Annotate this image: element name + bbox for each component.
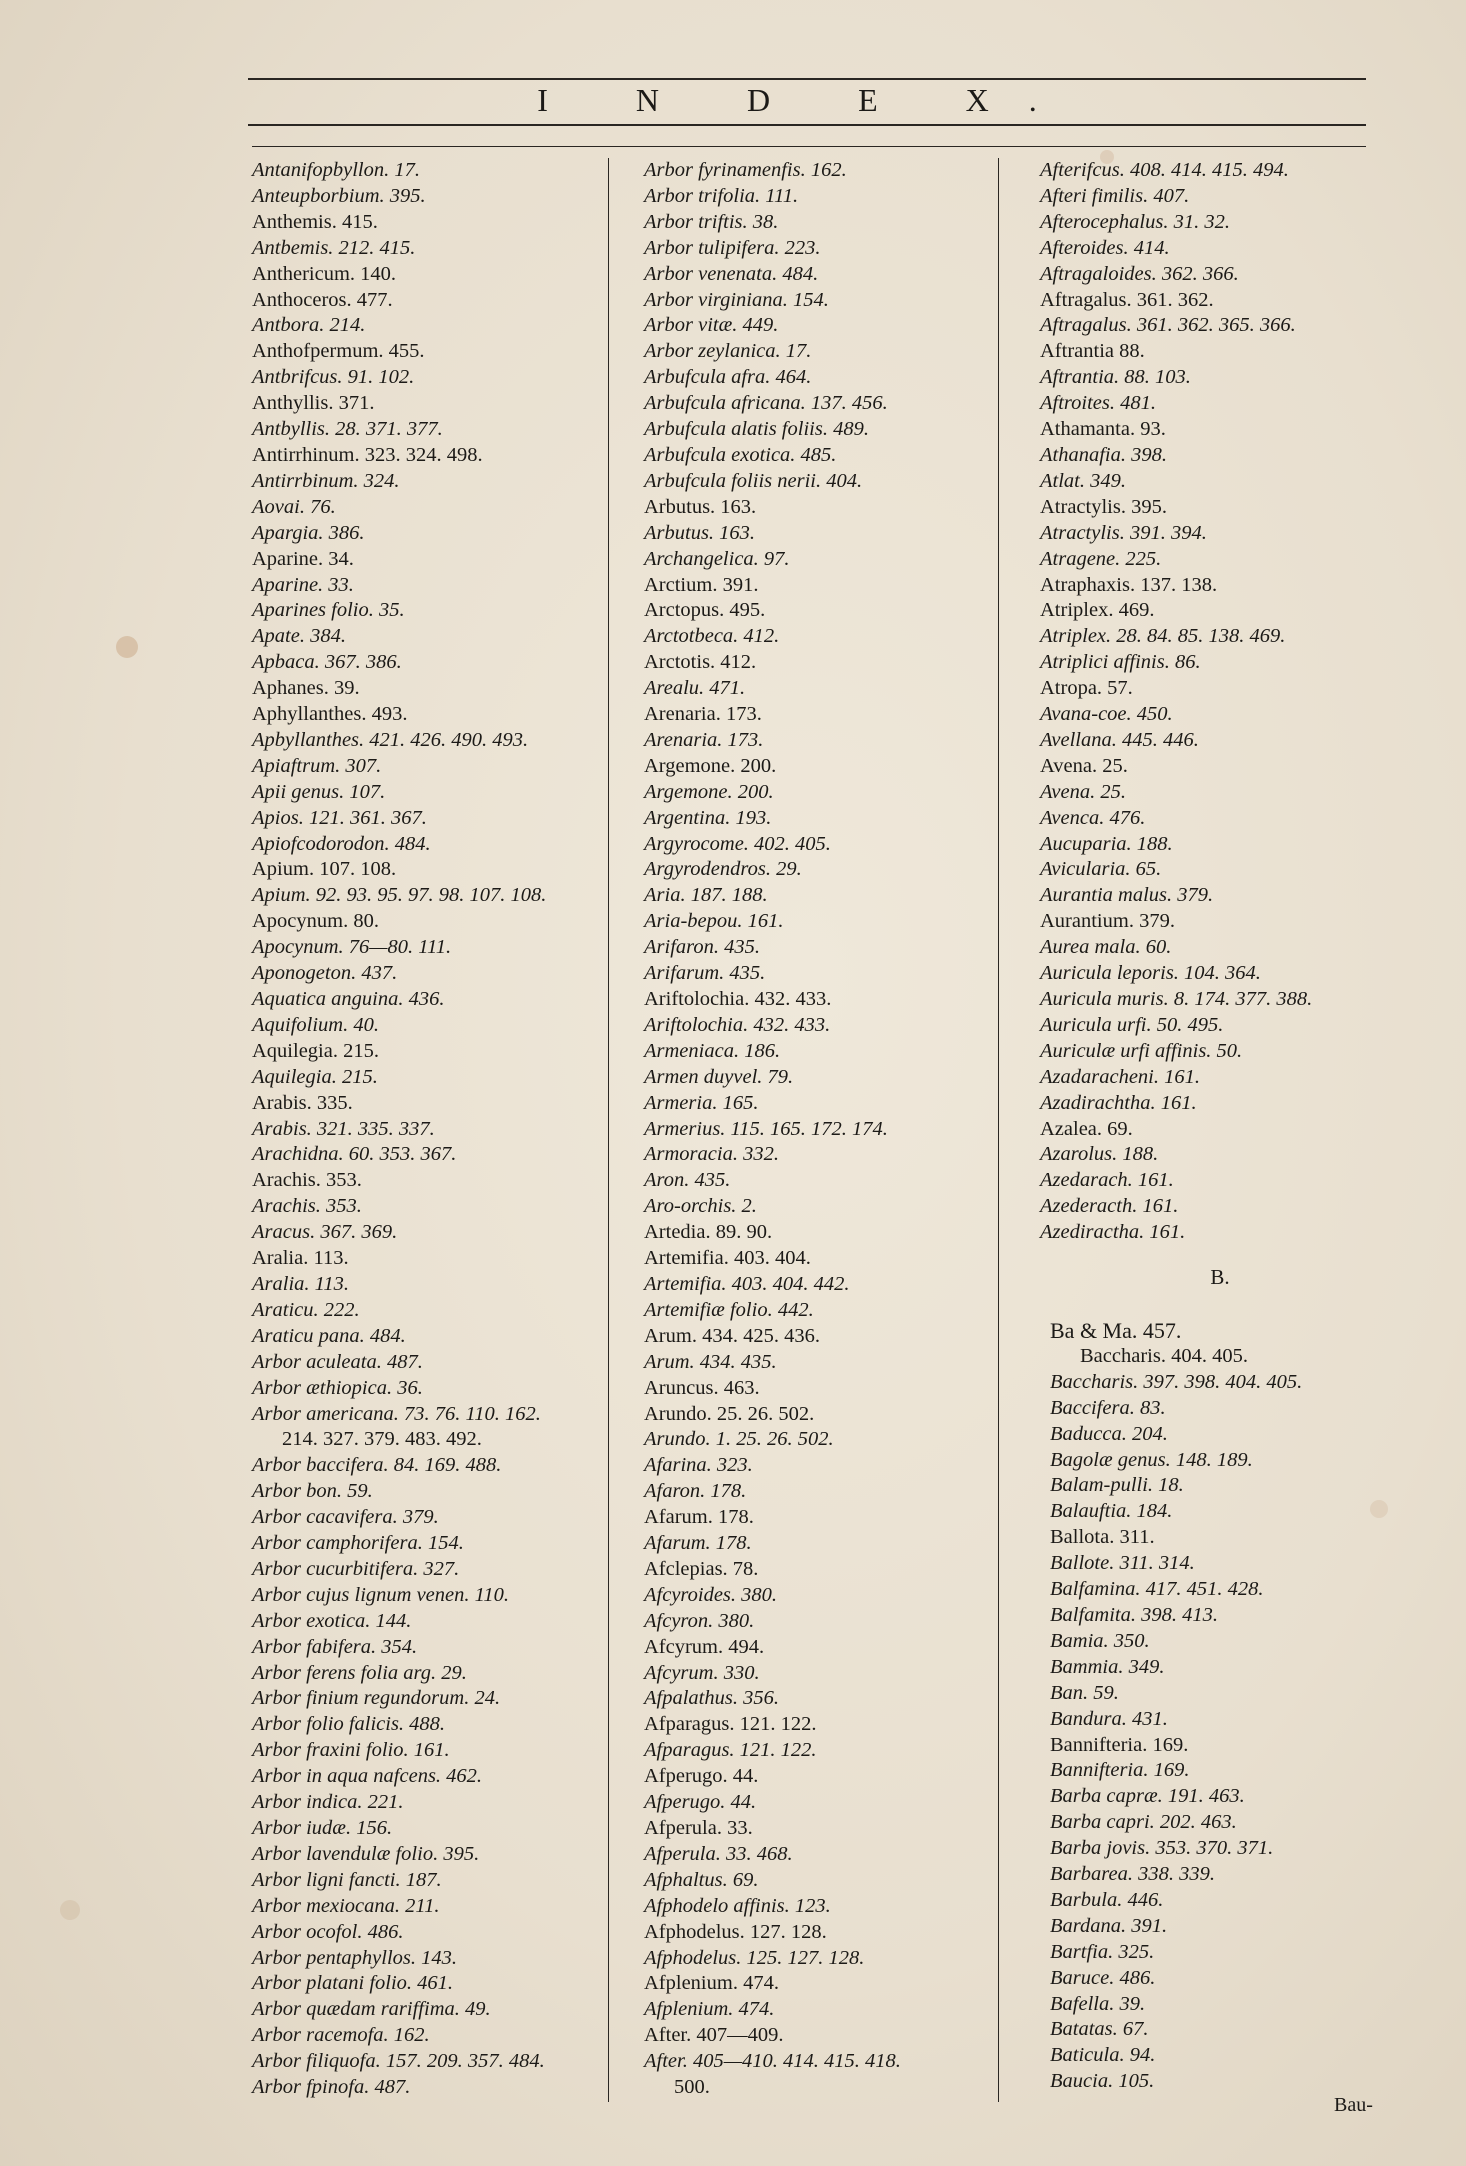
index-entry: Afarina. 323.: [644, 1454, 753, 1477]
index-entry: Arbor cujus lignum venen. 110.: [252, 1583, 509, 1606]
index-entry: Arabis. 335.: [252, 1091, 353, 1114]
index-entry: Armeria. 165.: [644, 1091, 759, 1114]
index-entry: Apium. 92. 93. 95. 97. 98. 107. 108.: [252, 884, 547, 907]
index-entry: Arbor ferens folia arg. 29.: [252, 1661, 467, 1684]
index-entry: Afteroides. 414.: [1040, 236, 1170, 259]
index-entry: Arbor aculeata. 487.: [252, 1350, 423, 1373]
index-entry: Atropa. 57.: [1040, 677, 1133, 700]
index-entry: Aquifolium. 40.: [252, 1013, 379, 1036]
index-entry: Arbor venenata. 484.: [644, 262, 819, 285]
index-entry: Arachis. 353.: [252, 1195, 362, 1218]
index-entry: Afphodelus. 127. 128.: [644, 1920, 827, 1943]
index-entry: Arabis. 321. 335. 337.: [252, 1117, 435, 1140]
index-entry: Arbor vitæ. 449.: [644, 314, 779, 337]
header-rule-middle: [248, 124, 1366, 126]
index-entry: Arbor fpinofa. 487.: [252, 2076, 411, 2099]
index-entry: Aftragalus. 361. 362. 365. 366.: [1040, 314, 1296, 337]
index-entry: Afperugo. 44.: [644, 1791, 757, 1814]
index-entry: Auricula leporis. 104. 364.: [1040, 962, 1261, 985]
index-entry: Argyrodendros. 29.: [644, 858, 802, 881]
index-entry: Aphanes. 39.: [252, 677, 360, 700]
index-entry: Aralia. 113.: [252, 1247, 349, 1270]
index-entry: Atractylis. 395.: [1040, 495, 1167, 518]
index-entry: Aquilegia. 215.: [252, 1065, 378, 1088]
index-entry: Armen duyvel. 79.: [644, 1065, 794, 1088]
index-entry: Avellana. 445. 446.: [1040, 728, 1199, 751]
index-entry: Arenaria. 173.: [644, 703, 762, 726]
index-entry: Arbor americana. 73. 76. 110. 162.: [252, 1402, 541, 1425]
index-entry: Azediractha. 161.: [1040, 1221, 1186, 1244]
index-entry: Arbor baccifera. 84. 169. 488.: [252, 1454, 502, 1477]
index-entry: Araticu pana. 484.: [252, 1324, 406, 1347]
index-entry: Baticula. 94.: [1050, 2044, 1156, 2067]
index-entry: Arctotbeca. 412.: [644, 625, 780, 648]
column-divider: [608, 158, 609, 2102]
index-entry: Arctotis. 412.: [644, 651, 757, 674]
index-entry: Aralia. 113.: [252, 1272, 349, 1295]
index-entry: Baccharis. 397. 398. 404. 405.: [1050, 1370, 1303, 1393]
index-entry: Arbor quædam rariffima. 49.: [252, 1998, 491, 2021]
index-entry: Bannifteria. 169.: [1050, 1759, 1190, 1782]
index-entry: 500.: [674, 2076, 710, 2099]
index-entry: Arum. 434. 435.: [644, 1350, 777, 1373]
index-entry: Atlat. 349.: [1040, 469, 1126, 492]
index-entry: Apate. 384.: [252, 625, 346, 648]
index-entry: Anthericum. 140.: [252, 262, 397, 285]
index-entry: Arbor racemofa. 162.: [252, 2024, 430, 2047]
index-entry: Azederacth. 161.: [1040, 1195, 1179, 1218]
index-entry: Arbutus. 163.: [644, 521, 756, 544]
index-entry: Avana-coe. 450.: [1040, 703, 1173, 726]
index-entry: Afplenium. 474.: [644, 1972, 779, 1995]
index-entry: Aovai. 76.: [252, 495, 336, 518]
index-entry: Arbor virginiana. 154.: [644, 288, 829, 311]
index-entry: Aria. 187. 188.: [644, 884, 768, 907]
index-entry: Arbufcula foliis nerii. 404.: [644, 469, 863, 492]
index-entry: Apbaca. 367. 386.: [252, 651, 402, 674]
index-entry: Aquatica anguina. 436.: [252, 988, 445, 1010]
index-entry: Afperula. 33.: [644, 1817, 753, 1839]
index-entry: Azarolus. 188.: [1040, 1143, 1159, 1166]
index-entry: Arbor fabifera. 354.: [252, 1635, 418, 1658]
index-entry: Afphodelo affinis. 123.: [644, 1894, 831, 1917]
header-rule-bottom: [252, 146, 1366, 147]
index-entry: Afclepias. 78.: [644, 1557, 759, 1580]
index-entry: Arbor tulipifera. 223.: [644, 236, 821, 259]
index-entry: Afterifcus. 408. 414. 415. 494.: [1040, 159, 1289, 181]
index-entry: Baucia. 105.: [1050, 2070, 1155, 2093]
index-entry: Aparine. 34.: [252, 547, 354, 570]
index-entry: Arbor triftis. 38.: [644, 210, 779, 233]
index-entry: Arbufcula africana. 137. 456.: [644, 392, 888, 415]
index-entry: Apiaftrum. 307.: [252, 754, 382, 777]
index-entry: Bammia. 349.: [1050, 1655, 1165, 1678]
index-entry: Arbor ligni fancti. 187.: [252, 1868, 442, 1891]
index-entry: Arbor folio falicis. 488.: [252, 1713, 446, 1736]
index-entry: Anteupborbium. 395.: [252, 184, 426, 207]
index-entry: Argemone. 200.: [644, 780, 774, 803]
index-column-2: [644, 158, 984, 2101]
index-entry: Aftragaloides. 362. 366.: [1040, 262, 1239, 285]
index-entry: Baccifera. 83.: [1050, 1396, 1166, 1419]
column-divider: [998, 158, 999, 2102]
index-entry: Batatas. 67.: [1050, 2018, 1149, 2041]
index-entry: Afarum. 178.: [644, 1506, 754, 1529]
index-entry: Antanifopbyllon. 17.: [252, 159, 420, 181]
index-entry: Armerius. 115. 165. 172. 174.: [644, 1117, 888, 1140]
index-entry: Athamanta. 93.: [1040, 418, 1166, 441]
index-entry: Arbor exotica. 144.: [252, 1609, 412, 1632]
index-entry: Aquilegia. 215.: [252, 1039, 379, 1062]
index-entry: Aurantium. 379.: [1040, 910, 1175, 933]
index-entry: Balfamina. 417. 451. 428.: [1050, 1578, 1264, 1601]
index-entry: Auricula muris. 8. 174. 377. 388.: [1040, 988, 1313, 1010]
index-entry: Anthemis. 415.: [252, 210, 378, 233]
index-entry: Ba & Ma. 457.: [1050, 1318, 1182, 1343]
index-entry: Afarum. 178.: [644, 1532, 752, 1555]
index-entry: Azadirachtha. 161.: [1040, 1091, 1197, 1114]
index-entry: Archangelica. 97.: [644, 547, 790, 570]
index-entry: Arbutus. 163.: [644, 495, 757, 518]
index-entry: Ban. 59.: [1050, 1681, 1119, 1704]
index-entry: Aruncus. 463.: [644, 1376, 760, 1399]
index-entry: Apios. 121. 361. 367.: [252, 806, 427, 829]
index-entry: After. 407—409.: [644, 2024, 784, 2047]
index-entry: Arbor platani folio. 461.: [252, 1972, 454, 1995]
index-entry: Bartfia. 325.: [1050, 1940, 1155, 1963]
index-entry: Bardana. 391.: [1050, 1914, 1168, 1937]
index-entry: Afperugo. 44.: [644, 1765, 759, 1788]
index-entry: Aracus. 367. 369.: [252, 1221, 398, 1244]
index-entry: Arum. 434. 425. 436.: [644, 1324, 820, 1347]
index-entry: Argyrocome. 402. 405.: [644, 832, 831, 855]
index-entry: Apocynum. 76—80. 111.: [252, 936, 452, 959]
index-entry: Barbarea. 338. 339.: [1050, 1863, 1215, 1886]
index-entry: Arbor æthiopica. 36.: [252, 1376, 423, 1399]
index-entry: Apocynum. 80.: [252, 910, 379, 933]
index-entry: Arbor fyrinamenfis. 162.: [644, 159, 847, 181]
index-entry: Balam-pulli. 18.: [1050, 1474, 1184, 1497]
index-entry: Argemone. 200.: [644, 754, 777, 777]
index-entry: Arbor fraxini folio. 161.: [252, 1739, 450, 1762]
foxing-spot: [60, 1900, 80, 1920]
index-entry: Azalea. 69.: [1040, 1117, 1133, 1140]
index-entry: Atriplex. 28. 84. 85. 138. 469.: [1040, 625, 1286, 648]
index-entry: Arifaron. 435.: [644, 936, 760, 959]
index-entry: Arachis. 353.: [252, 1169, 362, 1192]
index-entry: Afterocephalus. 31. 32.: [1040, 210, 1230, 233]
index-entry: Aurantia malus. 379.: [1040, 884, 1214, 907]
index-entry: Afparagus. 121. 122.: [644, 1713, 817, 1736]
index-entry: Bandura. 431.: [1050, 1707, 1168, 1730]
index-entry: Artedia. 89. 90.: [644, 1221, 773, 1244]
page-title: I N D E X.: [537, 82, 1077, 118]
index-entry: Apium. 107. 108.: [252, 858, 397, 881]
index-entry: 214. 327. 379. 483. 492.: [282, 1428, 482, 1451]
index-entry: Avena. 25.: [1040, 754, 1128, 777]
index-entry: Arbor ocofol. 486.: [252, 1920, 404, 1943]
index-entry: Apbyllanthes. 421. 426. 490. 493.: [252, 728, 529, 751]
index-entry: Antbyllis. 28. 371. 377.: [252, 418, 443, 441]
index-entry: Armeniaca. 186.: [644, 1039, 781, 1062]
catchword: Bau-: [1334, 2094, 1373, 2116]
index-entry: Aurea mala. 60.: [1040, 936, 1172, 959]
index-entry: Afcyron. 380.: [644, 1609, 755, 1632]
index-entry: Afcyrum. 494.: [644, 1635, 765, 1658]
index-entry: Afperula. 33. 468.: [644, 1842, 793, 1865]
index-entry: Atraphaxis. 137. 138.: [1040, 573, 1218, 596]
index-entry: Balauftia. 184.: [1050, 1500, 1173, 1523]
index-entry: Antirrbinum. 324.: [252, 469, 400, 492]
index-entry: Arbor finium regundorum. 24.: [252, 1687, 501, 1710]
index-entry: Atriplici affinis. 86.: [1040, 651, 1201, 674]
index-entry: Barba capri. 202. 463.: [1050, 1811, 1237, 1834]
index-entry: Araticu. 222.: [252, 1298, 360, 1321]
index-entry: Arbor zeylanica. 17.: [644, 340, 812, 363]
index-entry: Artemifia. 403. 404.: [644, 1247, 811, 1270]
index-entry: Atractylis. 391. 394.: [1040, 521, 1207, 544]
index-entry: Athanafia. 398.: [1040, 443, 1167, 466]
index-entry: Baducca. 204.: [1050, 1422, 1168, 1445]
index-entry: Aparine. 33.: [252, 573, 354, 596]
index-entry: Atriplex. 469.: [1040, 599, 1155, 622]
index-entry: Ariftolochia. 432. 433.: [644, 1013, 831, 1036]
index-entry: Bamia. 350.: [1050, 1629, 1150, 1652]
index-entry: Antbemis. 212. 415.: [252, 236, 416, 259]
index-entry: Arbor bon. 59.: [252, 1480, 373, 1503]
index-entry: Arenaria. 173.: [644, 728, 764, 751]
index-entry: Arbufcula exotica. 485.: [644, 443, 837, 466]
index-column-1: [252, 158, 592, 2101]
index-entry: Barbula. 446.: [1050, 1888, 1164, 1911]
index-entry: Afaron. 178.: [644, 1480, 747, 1503]
index-entry: Afplenium. 474.: [644, 1998, 775, 2021]
index-entry: Aparines folio. 35.: [252, 599, 405, 622]
index-entry: Ballota. 311.: [1050, 1526, 1155, 1549]
index-entry: Azadaracheni. 161.: [1040, 1065, 1200, 1088]
section-letter-heading: B.: [1210, 1265, 1230, 1289]
index-entry: Arbor cucurbitifera. 327.: [252, 1557, 460, 1580]
index-entry: Atragene. 225.: [1040, 547, 1162, 570]
index-entry: Baruce. 486.: [1050, 1966, 1156, 1989]
index-entry: Aro-orchis. 2.: [644, 1195, 757, 1218]
index-entry: Ariftolochia. 432. 433.: [644, 988, 832, 1010]
index-entry: Anthofpermum. 455.: [252, 340, 425, 363]
index-entry: Arbor cacavifera. 379.: [252, 1506, 439, 1529]
index-entry: Afcyrum. 330.: [644, 1661, 760, 1684]
index-entry: Aftrantia. 88. 103.: [1040, 366, 1191, 389]
index-entry: Avicularia. 65.: [1040, 858, 1162, 881]
index-entry: Aron. 435.: [644, 1169, 731, 1192]
index-entry: Arbor iudæ. 156.: [252, 1817, 393, 1839]
index-entry: Aftroites. 481.: [1040, 392, 1156, 415]
index-entry: Afcyroides. 380.: [644, 1583, 778, 1606]
index-entry: Anthoceros. 477.: [252, 288, 393, 311]
index-entry: Ballote. 311. 314.: [1050, 1552, 1195, 1575]
index-entry: Aria-bepou. 161.: [644, 910, 784, 933]
index-entry: Afteri fimilis. 407.: [1040, 184, 1190, 207]
index-entry: Bafella. 39.: [1050, 1992, 1146, 2015]
index-entry: Arbor lavendulæ folio. 395.: [252, 1842, 480, 1865]
index-entry: Arbor trifolia. 111.: [644, 184, 799, 207]
index-entry: Antbora. 214.: [252, 314, 366, 337]
index-entry: Arbufcula afra. 464.: [644, 366, 812, 389]
index-entry: Azedarach. 161.: [1040, 1169, 1174, 1192]
index-entry: Antbrifcus. 91. 102.: [252, 366, 415, 389]
index-entry: Barba capræ. 191. 463.: [1050, 1785, 1245, 1808]
index-entry: Arundo. 25. 26. 502.: [644, 1402, 815, 1425]
index-entry: Arctopus. 495.: [644, 599, 766, 622]
index-column-3: [1040, 158, 1380, 1246]
index-entry: Arundo. 1. 25. 26. 502.: [644, 1428, 834, 1451]
index-entry: Avena. 25.: [1040, 780, 1126, 803]
index-entry: Avenca. 476.: [1040, 806, 1146, 829]
index-entry: Balfamita. 398. 413.: [1050, 1603, 1218, 1626]
index-entry: Arbor indica. 221.: [252, 1791, 404, 1814]
index-entry: Arbor mexiocana. 211.: [252, 1894, 440, 1917]
index-column-3-section-b: [1050, 1318, 1390, 2095]
index-entry: Afparagus. 121. 122.: [644, 1739, 817, 1762]
index-entry: Afphaltus. 69.: [644, 1868, 759, 1891]
index-entry: Arbor in aqua nafcens. 462.: [252, 1765, 483, 1788]
index-entry: Bannifteria. 169.: [1050, 1733, 1189, 1756]
index-entry: Aftrantia 88.: [1040, 340, 1145, 363]
index-entry: Artemifiæ folio. 442.: [644, 1298, 814, 1321]
index-entry: Aftragalus. 361. 362.: [1040, 288, 1214, 311]
index-entry: Apiofcodorodon. 484.: [252, 832, 431, 855]
index-entry: Antirrhinum. 323. 324. 498.: [252, 443, 483, 466]
index-entry: Arbor camphorifera. 154.: [252, 1532, 464, 1555]
index-entry: Auricula urfi. 50. 495.: [1040, 1013, 1224, 1036]
index-entry: Arealu. 471.: [644, 677, 746, 700]
index-entry: Barba jovis. 353. 370. 371.: [1050, 1837, 1274, 1860]
index-entry: Auriculæ urfi affinis. 50.: [1040, 1039, 1243, 1062]
index-entry: Aucuparia. 188.: [1040, 832, 1173, 855]
index-entry: After. 405—410. 414. 415. 418.: [644, 2050, 901, 2073]
index-entry: Arbufcula alatis foliis. 489.: [644, 418, 869, 441]
index-entry: Arctium. 391.: [644, 573, 759, 596]
index-entry: Aphyllanthes. 493.: [252, 703, 408, 726]
index-entry: Anthyllis. 371.: [252, 392, 375, 415]
index-entry: Armoracia. 332.: [644, 1143, 779, 1166]
index-entry: Afphodelus. 125. 127. 128.: [644, 1946, 865, 1969]
index-entry: Arachidna. 60. 353. 367.: [252, 1143, 457, 1166]
index-entry: Arbor filiquofa. 157. 209. 357. 484.: [252, 2050, 545, 2073]
index-entry: Apii genus. 107.: [252, 780, 386, 803]
index-entry: Argentina. 193.: [644, 806, 772, 829]
index-entry: Aponogeton. 437.: [252, 962, 398, 985]
index-entry: Bagolæ genus. 148. 189.: [1050, 1448, 1253, 1471]
index-entry: Afpalathus. 356.: [644, 1687, 779, 1710]
foxing-spot: [116, 636, 138, 658]
index-entry: Artemifia. 403. 404. 442.: [644, 1272, 850, 1295]
index-entry: Apargia. 386.: [252, 521, 365, 544]
index-entry: Arifarum. 435.: [644, 962, 766, 985]
index-entry: Arbor pentaphyllos. 143.: [252, 1946, 457, 1969]
index-entry: Baccharis. 404. 405.: [1080, 1344, 1248, 1367]
